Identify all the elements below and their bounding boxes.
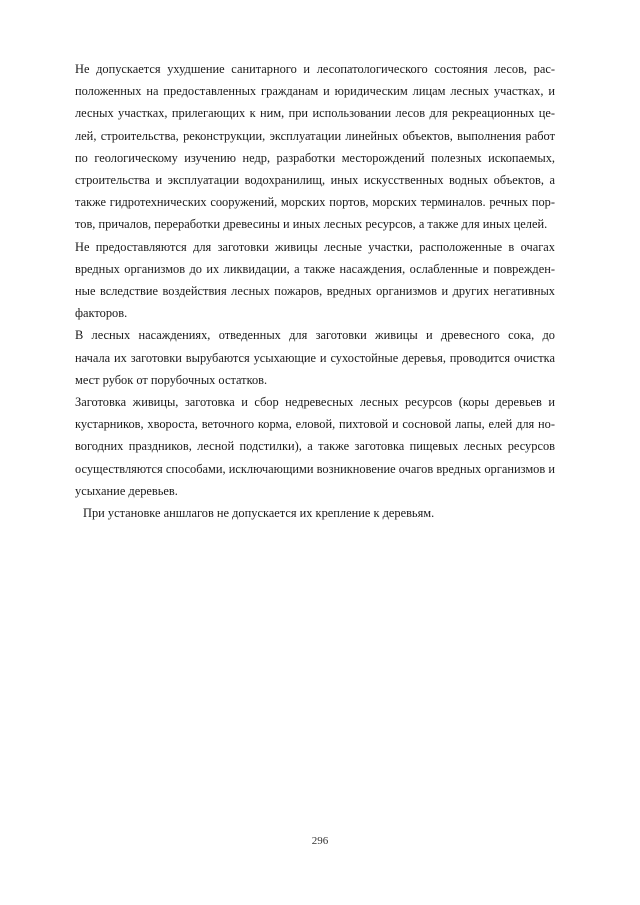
text-line: положенных на предоставленных гражданам и юридическим лицам лесных участках, и <box>75 84 555 99</box>
text-line: Не предоставляются для заготовки живицы лесные участки, расположенные в очагах <box>75 239 555 254</box>
text-line: усыхание деревьев. <box>75 483 178 498</box>
text-line: При установке аншлагов не допускается их крепление к деревьям. <box>83 506 435 521</box>
text-line: мест рубок от порубочных остатков. <box>75 372 268 387</box>
text-line: В лесных насаждениях, отведенных для заготовки живицы и древесного сока, до <box>75 328 555 343</box>
text-line: Заготовка живицы, заготовка и сбор недревесных лесных ресурсов (коры деревьев и <box>75 395 555 410</box>
document-body <box>75 58 555 524</box>
paragraph-stand-clearing <box>75 324 555 391</box>
paragraph-non-timber-harvesting <box>75 391 555 502</box>
paragraph-sanitary-condition <box>75 58 555 236</box>
text-line: начала их заготовки вырубаются усыхающие и сухостойные деревья, проводится очистка <box>75 350 555 365</box>
paragraph-resin-plots <box>75 236 555 325</box>
text-line: по геологическому изучению недр, разработки месторождений полезных ископаемых, <box>75 150 555 165</box>
text-line: вредных организмов до их ликвидации, а также насаждения, ослабленные и поврежден- <box>75 261 555 276</box>
text-line: Не допускается ухудшение санитарного и лесопатологического состояния лесов, рас- <box>75 62 555 76</box>
text-line: ные вследствие воздействия лесных пожаров, вредных организмов и других негативных <box>75 284 555 299</box>
text-line: вогодних праздников, лесной подстилки), а также заготовка пищевых лесных ресурсов <box>75 439 555 454</box>
text-line: лей, строительства, реконструкции, эксплуатации линейных объектов, выполнения работ <box>75 128 555 143</box>
text-line: факторов. <box>75 306 128 321</box>
text-line: осуществляются способами, исключающими возникновение очагов вредных организмов и <box>75 461 555 476</box>
text-line: строительства и эксплуатации водохранилищ, иных искусственных водных объектов, а <box>75 173 555 188</box>
text-line: кустарников, хвороста, веточного корма, еловой, пихтовой и сосновой лапы, елей для но- <box>75 417 555 432</box>
page-number: 296 <box>311 835 329 847</box>
text-line: также гидротехнических сооружений, морских портов, морских терминалов. речных пор- <box>75 195 555 210</box>
text-line: лесных участках, прилегающих к ним, при использовании лесов для рекреационных це- <box>75 106 555 121</box>
text-line: тов, причалов, переработки древесины и иных лесных ресурсов, а также для иных целей. <box>75 217 548 232</box>
paragraph-signage <box>75 502 555 524</box>
